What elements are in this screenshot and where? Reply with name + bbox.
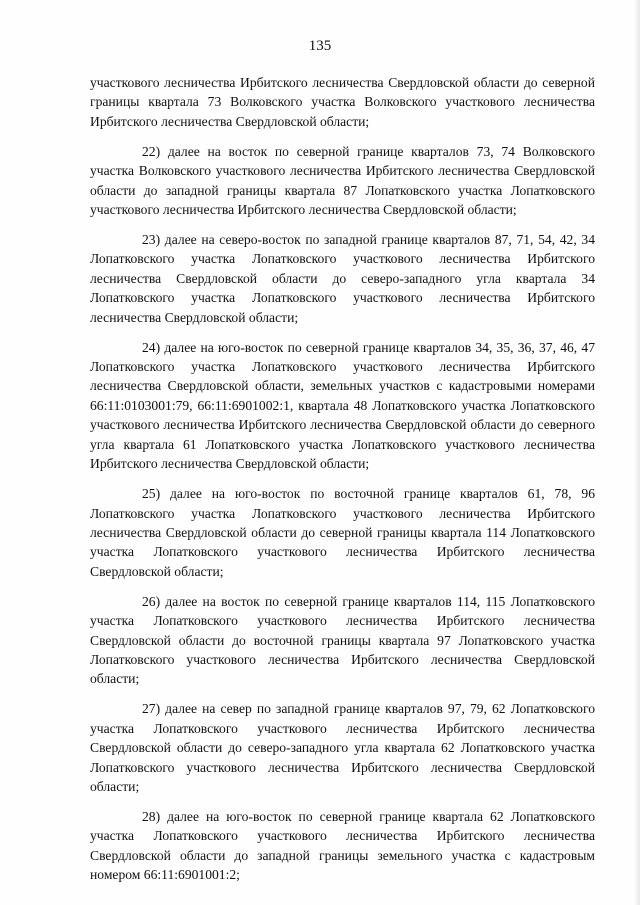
paragraph-item-26: 26) далее на восток по северной границе кварталов 114, 115 Лопатковского участка Лопатковского участкового лесничества Ирбитского лесничества Свердловской области до восточной границы квартала 97 Лопатковского участка Лопатковского участкового лесничества Ирбитского лесничества Свердловской области;: [90, 593, 595, 687]
paragraph-continuation: участкового лесничества Ирбитского лесничества Свердловской области до северной границы квартала 73 Волковского участка Волковского участкового лесничества Ирбитского лесничества Свердловской области;: [90, 75, 595, 129]
paragraph-item-27: 27) далее на север по западной границе кварталов 97, 79, 62 Лопатковского участка Лопатковского участкового лесничества Ирбитского лесничества Свердловской области до северо-западного угла квартала 62 Лопатковского участка Лопатковского участкового лесничества Ирбитского лесничества Свердловской области;: [90, 701, 595, 794]
paragraph-item-25: 25) далее на юго-восток по восточной границе кварталов 61, 78, 96 Лопатковского участка Лопатковского участкового лесничества Ирбитского лесничества Свердловской области до северной границы квартала 114 Лопатковского участка Лопатковского участкового лесничества Ирбитского лесничества Свердловской области;: [90, 486, 595, 579]
paragraph-item-28: 28) далее на юго-восток по северной границе квартала 62 Лопатковского участка Лопатковского участкового лесничества Ирбитского лесничества Свердловской области до западной границы земельного участка с кадастровым номером 66:11:6901001:2;: [90, 808, 595, 883]
page-edge-shadow: [634, 0, 640, 905]
paragraph-item-22: 22) далее на восток по северной границе кварталов 73, 74 Волковского участка Волковского участкового лесничества Ирбитского лесничества Свердловской области до западной границы квартала 87 Лопатковского участка Лопатковского участкового лесничества Ирбитского лесничества Свердловской области;: [90, 143, 595, 218]
page-number: 135: [308, 38, 332, 54]
paragraph-item-24: 24) далее на юго-восток по северной границе кварталов 34, 35, 36, 37, 46, 47 Лопатковского участка Лопатковского участкового лесничества Ирбитского лесничества Свердловской области, земельных участков с кадастровыми номерами 66:11:0103001:79, 66:11:6901002:1, квартала 48 Лопатковского участка Лопатковского участкового лесничества Ирбитского лесничества Свердловской области до северного угла квартала 61 Лопатковского участка Лопатковского участкового лесничества Ирбитского лесничества Свердловской области;: [90, 339, 595, 472]
document-body: [90, 73, 595, 895]
paragraph-item-23: 23) далее на северо-восток по западной границе кварталов 87, 71, 54, 42, 34 Лопатковского участка Лопатковского участкового лесничества Ирбитского лесничества Свердловской области до северо-западного угла квартала 34 Лопатковского участка Лопатковского участкового лесничества Ирбитского лесничества Свердловской области;: [90, 232, 595, 325]
